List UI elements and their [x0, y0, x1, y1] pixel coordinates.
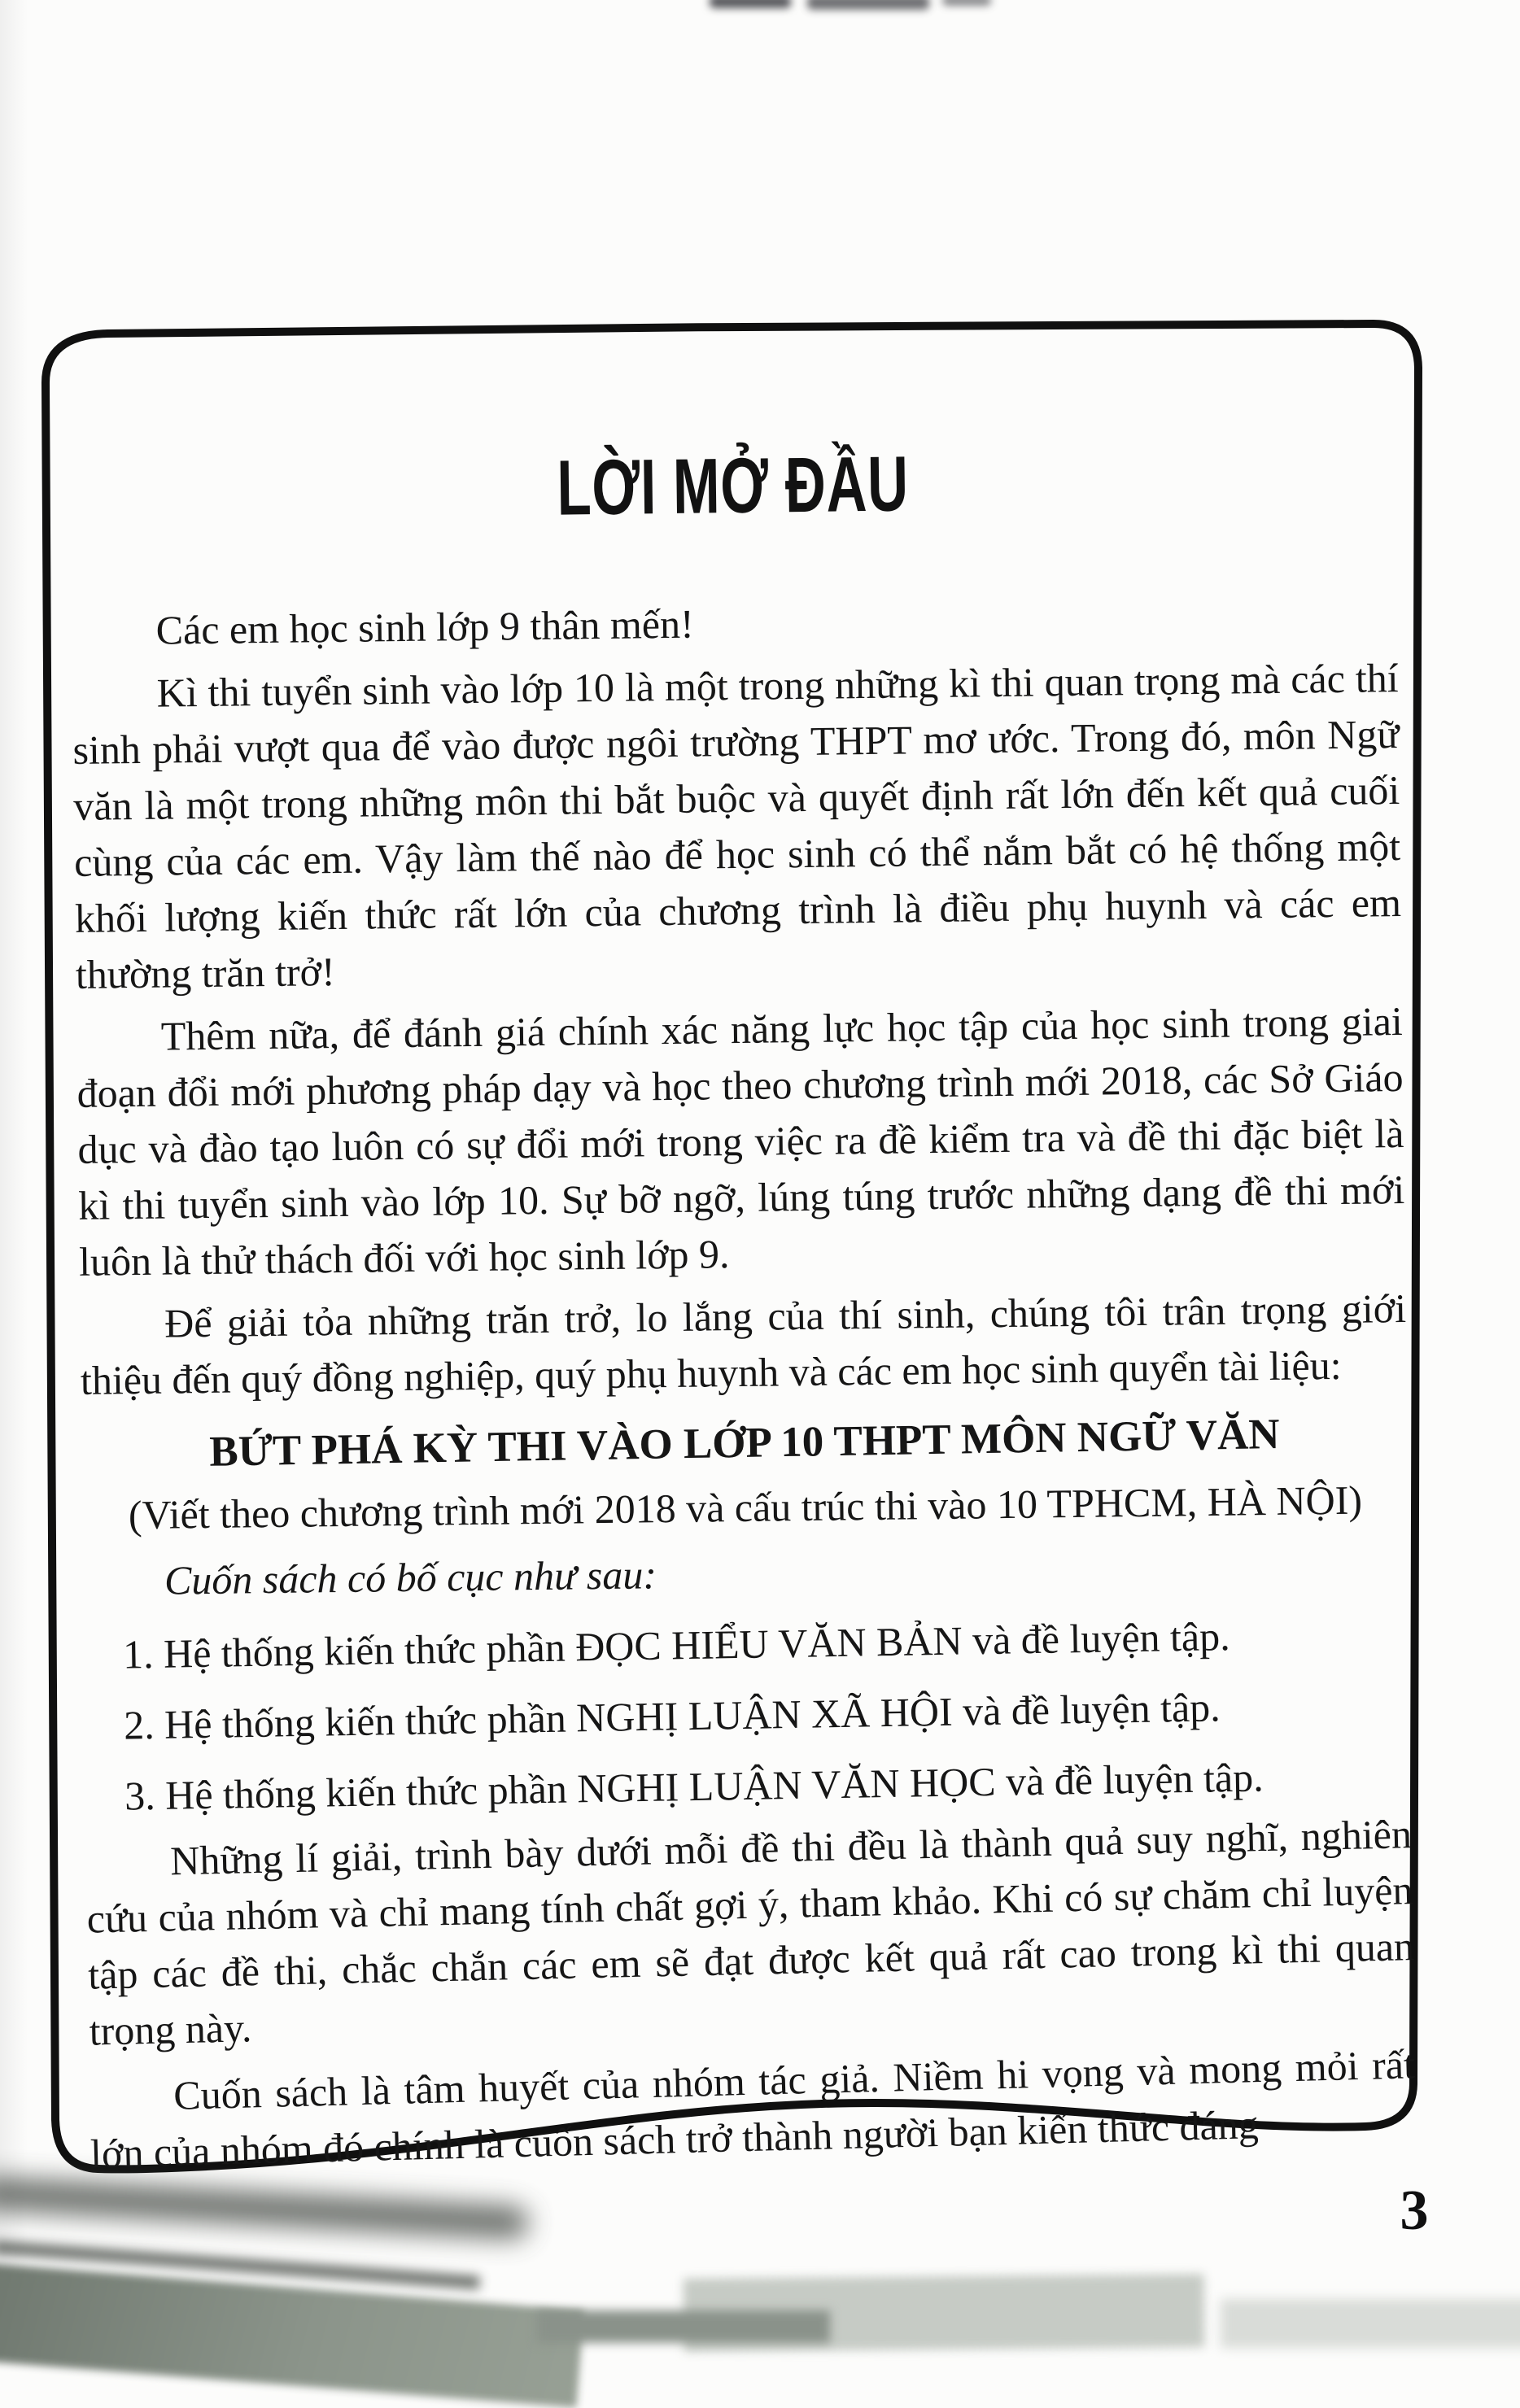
structure-intro: Cuốn sách có bố cục như sau: [164, 1551, 657, 1603]
toc-item-literary-essay: 3. Hệ thống kiến thức phần NGHỊ LUẬN VĂN HỌC và đề luyện tập. [124, 1754, 1264, 1819]
page-number: 3 [1400, 2179, 1429, 2242]
paragraph-greeting: Các em học sinh lớp 9 thân mến! [155, 600, 695, 653]
toc-item-reading: 1. Hệ thống kiến thức phần ĐỌC HIỂU VĂN BẢN và đề luyện tập. [122, 1613, 1231, 1677]
paragraph-disclaimer: Những lí giải, trình bày dưới mỗi đề thi đều là thành quả suy nghĩ, nghiên cứu của nhóm và chỉ mang tính chất gợi ý, tham khảo. Khi có sự chăm chỉ luyện tập các đề thi, chắc chắn các em sẽ đạt được kết quả rất cao trong kì thi quan trọng này. [86, 1811, 1415, 2054]
book-title: BỨT PHÁ KỲ THI VÀO LỚP 10 THPT MÔN NGỮ VĂN [208, 1411, 1281, 1476]
paragraph-exam-importance: Kì thi tuyển sinh vào lớp 10 là một trong những kì thi quan trọng mà các thí sinh phải vượt qua để vào được ngôi trường THPT mơ ước. Trong đó, môn Ngữ văn là một trong những môn thi bắt buộc và quyết định rất lớn đến kết quả cuối cùng của các em. Vậy làm thế nào để học sinh có thể nắm bắt có hệ thống một khối lượng kiến thức rất lớn của chương trình là điều phụ huynh và các em thường trăn trở! [72, 655, 1402, 997]
page-title: LỜI MỞ ĐẦU [556, 440, 910, 532]
paragraph-new-program: Thêm nữa, để đánh giá chính xác năng lực học tập của học sinh trong giai đoạn đổi mới phương pháp dạy và học theo chương trình mới 2018, các Sở Giáo dục và đào tạo luôn có sự đổi mới trong việc ra đề kiểm tra và đề thi đặc biệt là kì thi tuyển sinh vào lớp 10. Sự bỡ ngỡ, lúng túng trước những dạng đề thi mới luôn là thử thách đối với học sinh lớp 9. [76, 997, 1405, 1285]
toc-item-social-essay: 2. Hệ thống kiến thức phần NGHỊ LUẬN XÃ HỘI và đề luyện tập. [123, 1684, 1221, 1748]
book-subtitle: (Viết theo chương trình mới 2018 và cấu trúc thi vào 10 TPHCM, HÀ NỘI) [128, 1477, 1363, 1538]
paragraph-closing: Cuốn sách là tâm huyết của nhóm tác giả. Niềm hi vọng và mong mỏi rất lớn của nhóm đó chính là cuốn sách trở thành người bạn kiến thức đáng [90, 2041, 1416, 2177]
paragraph-introduce: Để giải tỏa những trăn trở, lo lắng của thí sinh, chúng tôi trân trọng giới thiệu đến quý đồng nghiệp, quý phụ huynh và các em học sinh quyển tài liệu: [80, 1285, 1407, 1403]
foreword-content [69, 438, 1417, 2177]
